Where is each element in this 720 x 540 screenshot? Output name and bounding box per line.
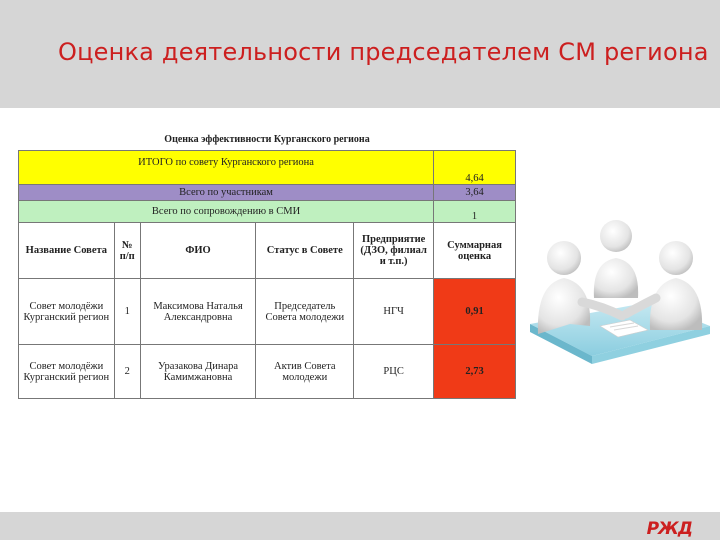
row-council: Совет молодёжи Курганский регион [19, 345, 115, 399]
row-enterprise: НГЧ [354, 279, 434, 345]
business-meeting-illustration [530, 206, 710, 372]
table-caption: Оценка эффективности Курганского региона [164, 134, 370, 145]
col-fio-header: ФИО [140, 223, 256, 279]
row-score: 0,91 [434, 279, 516, 345]
row-status: Председатель Совета молодежи [256, 279, 354, 345]
slide-title: Оценка деятельности председателем СМ региона [58, 38, 709, 66]
row-num: 1 [114, 279, 140, 345]
rzd-logo: РЖД [646, 519, 692, 539]
total-label: ИТОГО по совету Курганского региона [19, 151, 434, 185]
row-enterprise: РЦС [354, 345, 434, 399]
total-value: 4,64 [434, 151, 516, 185]
support-row [19, 201, 516, 223]
participants-row [19, 185, 516, 201]
support-value: 1 [434, 201, 516, 223]
header-row [19, 223, 516, 279]
evaluation-table [18, 150, 516, 399]
table-row [19, 345, 516, 399]
row-score: 2,73 [434, 345, 516, 399]
row-council: Совет молодёжи Курганский регион [19, 279, 115, 345]
participants-value: 3,64 [434, 185, 516, 201]
evaluation-table-wrapper [18, 150, 516, 399]
col-score-header: Суммарная оценка [434, 223, 516, 279]
row-fio: Уразакова Динара Камимжановна [140, 345, 256, 399]
footer-band [0, 512, 720, 540]
support-label: Всего по сопровождению в СМИ [19, 201, 434, 223]
col-council-header: Название Совета [19, 223, 115, 279]
col-status-header: Статус в Совете [256, 223, 354, 279]
row-status: Актив Совета молодежи [256, 345, 354, 399]
col-num-header: № п/п [114, 223, 140, 279]
table-row [19, 279, 516, 345]
row-fio: Максимова Наталья Александровна [140, 279, 256, 345]
total-row [19, 151, 516, 185]
col-enterprise-header: Предприятие (ДЗО, филиал и т.п.) [354, 223, 434, 279]
participants-label: Всего по участникам [19, 185, 434, 201]
row-num: 2 [114, 345, 140, 399]
